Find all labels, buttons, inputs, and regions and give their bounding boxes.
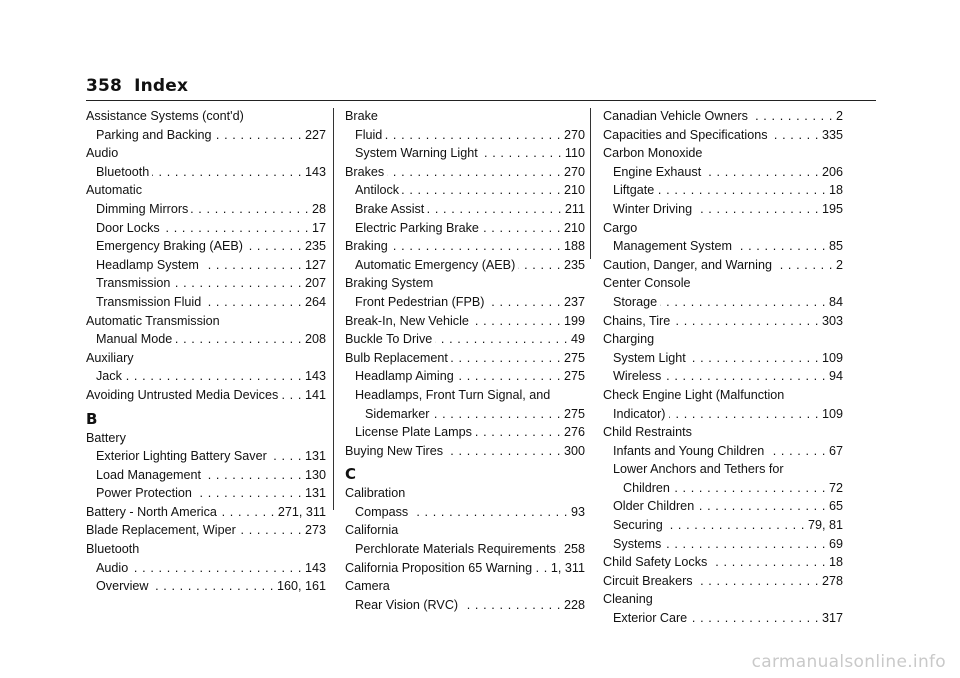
leader-dots — [669, 405, 819, 424]
entry-page[interactable]: 160, 161 — [276, 579, 326, 594]
index-subentry — [603, 497, 843, 516]
leader-dots — [281, 386, 302, 405]
entry-text: License Plate Lamps — [355, 425, 472, 440]
index-subentry — [603, 479, 843, 498]
entry-text: Headlamps, Front Turn Signal, and — [355, 387, 551, 402]
page-title: Index — [134, 76, 189, 96]
index-subentry — [86, 126, 326, 145]
entry-page[interactable]: 317 — [821, 611, 843, 626]
entry-text: Perchlorate Materials Requirements — [355, 542, 556, 557]
leader-dots — [690, 609, 819, 628]
entry-page[interactable]: 258 — [563, 542, 585, 557]
leader-dots — [175, 330, 302, 349]
index-entry — [603, 107, 843, 126]
index-subentry — [345, 144, 585, 163]
index-subentry — [345, 256, 585, 275]
entry-text: Bluetooth — [96, 164, 150, 179]
entry-page[interactable]: 127 — [304, 257, 326, 272]
entry-page[interactable]: 17 — [311, 220, 326, 235]
index-column-1 — [86, 107, 326, 596]
leader-dots — [202, 256, 302, 275]
entry-text: System Light — [613, 350, 686, 365]
index-subentry — [345, 367, 585, 386]
entry-text: Automatic — [86, 183, 142, 198]
entry-text: Transmission Fluid — [96, 294, 202, 309]
leader-dots — [191, 200, 309, 219]
entry-text: Dimming Mirrors — [96, 201, 189, 216]
entry-text: Caution, Danger, and Warning — [603, 257, 772, 272]
index-subentry — [603, 405, 843, 424]
leader-dots — [131, 559, 302, 578]
leader-dots — [673, 479, 826, 498]
entry-text: Braking — [345, 239, 388, 254]
entry-text: Blade Replacement, Wiper — [86, 523, 236, 538]
index-subentry — [345, 596, 585, 615]
index-entry — [603, 256, 843, 275]
entry-page[interactable]: 141 — [304, 387, 326, 402]
index-subentry — [345, 200, 585, 219]
leader-dots — [481, 144, 562, 163]
entry-text: Fluid — [355, 127, 383, 142]
entry-text: Liftgate — [613, 183, 655, 198]
leader-dots — [751, 107, 833, 126]
entry-text: Chains, Tire — [603, 313, 671, 328]
index-entry — [345, 349, 585, 368]
entry-text: Securing — [613, 518, 663, 533]
entry-page[interactable]: 84 — [828, 294, 843, 309]
index-subentry — [603, 163, 843, 182]
entry-page[interactable]: 65 — [828, 499, 843, 514]
entry-page[interactable]: 300 — [563, 443, 585, 458]
index-subentry — [603, 367, 843, 386]
entry-text: Audio — [96, 560, 129, 575]
index-subentry — [86, 200, 326, 219]
index-subentry — [345, 293, 585, 312]
index-entry — [603, 312, 843, 331]
index-entry — [86, 144, 326, 163]
leader-dots — [220, 503, 275, 522]
index-subentry — [345, 126, 585, 145]
index-subentry — [345, 219, 585, 238]
entry-text: Exterior Lighting Battery Saver — [96, 449, 267, 464]
index-entry — [345, 484, 585, 503]
leader-dots — [475, 423, 561, 442]
leader-dots — [427, 200, 562, 219]
leader-dots — [461, 596, 561, 615]
leader-dots — [518, 256, 561, 275]
entry-text: Systems — [613, 536, 662, 551]
index-subentry — [603, 293, 843, 312]
index-entry — [345, 521, 585, 540]
entry-text: Jack — [96, 369, 122, 384]
index-subentry — [345, 405, 585, 424]
leader-dots — [666, 516, 805, 535]
entry-text: California Proposition 65 Warning — [345, 560, 533, 575]
column-divider-2 — [590, 108, 591, 259]
leader-dots — [163, 219, 309, 238]
index-entry — [345, 274, 585, 293]
entry-page[interactable]: 275 — [563, 406, 585, 421]
index-entry — [345, 442, 585, 461]
entry-text: Check Engine Light (Malfunction — [603, 387, 785, 402]
entry-text: Exterior Care — [613, 611, 688, 626]
leader-dots — [457, 367, 561, 386]
index-subentry — [603, 460, 843, 479]
index-subentry — [603, 609, 843, 628]
entry-page[interactable]: 270 — [563, 127, 585, 142]
index-entry — [86, 386, 326, 405]
leader-dots — [664, 367, 826, 386]
index-entry — [86, 429, 326, 448]
entry-page[interactable]: 275 — [563, 369, 585, 384]
leader-dots — [239, 521, 302, 540]
leader-dots — [697, 497, 826, 516]
leader-dots — [173, 274, 302, 293]
entry-page[interactable]: 275 — [563, 350, 585, 365]
entry-page[interactable]: 206 — [821, 164, 843, 179]
index-subentry — [86, 237, 326, 256]
entry-page[interactable]: 72 — [828, 480, 843, 495]
page-number: 358 — [86, 76, 123, 96]
entry-text: Load Management — [96, 467, 202, 482]
entry-text: Management System — [613, 239, 732, 254]
entry-page[interactable]: 237 — [563, 294, 585, 309]
entry-text: Child Safety Locks — [603, 555, 708, 570]
leader-dots — [270, 447, 302, 466]
entry-text: Brake Assist — [355, 201, 425, 216]
index-subentry — [345, 423, 585, 442]
index-subentry — [603, 237, 843, 256]
entry-text: Buckle To Drive — [345, 332, 433, 347]
entry-page[interactable]: 69 — [828, 536, 843, 551]
leader-dots — [695, 200, 819, 219]
leader-dots — [482, 219, 561, 238]
index-subentry — [86, 219, 326, 238]
entry-text: Headlamp System — [96, 257, 199, 272]
entry-page[interactable]: 28 — [311, 201, 326, 216]
entry-page[interactable]: 195 — [821, 201, 843, 216]
leader-dots — [535, 559, 548, 578]
entry-page[interactable]: 303 — [821, 313, 843, 328]
entry-page[interactable]: 143 — [304, 164, 326, 179]
index-entry — [86, 312, 326, 331]
entry-text: Assistance Systems (cont'd) — [86, 109, 244, 123]
entry-text: Front Pedestrian (FPB) — [355, 294, 485, 309]
entry-text: Automatic Emergency (AEB) — [355, 257, 516, 272]
entry-page[interactable]: 188 — [563, 239, 585, 254]
entry-page[interactable]: 199 — [563, 313, 585, 328]
entry-text: Infants and Young Children — [613, 443, 765, 458]
leader-dots — [435, 330, 568, 349]
index-subentry — [345, 386, 585, 405]
entry-text: Brakes — [345, 164, 385, 179]
entry-page[interactable]: 109 — [821, 406, 843, 421]
index-subentry — [86, 367, 326, 386]
entry-page[interactable]: 18 — [828, 555, 843, 570]
leader-dots — [125, 367, 302, 386]
index-entry — [603, 144, 843, 163]
entry-text: Emergency Braking (AEB) — [96, 239, 243, 254]
index-entry — [345, 330, 585, 349]
entry-text: Power Protection — [96, 486, 192, 501]
entry-page[interactable]: 131 — [304, 486, 326, 501]
entry-text: Children — [623, 480, 670, 495]
entry-text: Overview — [96, 579, 149, 594]
entry-page[interactable]: 271, 311 — [277, 504, 326, 519]
entry-text: Antilock — [355, 183, 400, 198]
entry-page[interactable]: 110 — [564, 146, 585, 161]
entry-page[interactable]: 143 — [304, 560, 326, 575]
entry-text: Parking and Backing — [96, 127, 212, 142]
leader-dots — [432, 405, 561, 424]
entry-page[interactable]: 85 — [828, 239, 843, 254]
entry-text: Avoiding Untrusted Media Devices — [86, 387, 279, 402]
entry-text: Child Restraints — [603, 425, 692, 440]
entry-text: California — [345, 523, 399, 538]
entry-text: Battery - North America — [86, 504, 217, 519]
index-entry — [603, 219, 843, 238]
entry-page[interactable]: 109 — [821, 350, 843, 365]
leader-dots — [735, 237, 826, 256]
entry-text: Braking System — [345, 276, 434, 291]
leader-dots — [767, 442, 826, 461]
entry-page[interactable]: 235 — [304, 239, 326, 254]
entry-text: Sidemarker — [365, 406, 430, 421]
entry-text: Break-In, New Vehicle — [345, 313, 469, 328]
entry-page[interactable]: 335 — [821, 127, 843, 142]
index-entry — [345, 107, 585, 126]
leader-dots — [704, 163, 819, 182]
index-subentry — [86, 577, 326, 596]
index-entry — [345, 237, 585, 256]
index-subentry — [603, 181, 843, 200]
leader-dots — [152, 163, 302, 182]
entry-page[interactable]: 1, 311 — [550, 560, 585, 575]
leader-dots — [446, 442, 561, 461]
entry-text: Cargo — [603, 220, 638, 235]
index-subentry — [603, 516, 843, 535]
leader-dots — [775, 256, 833, 275]
entry-text: Buying New Tires — [345, 443, 443, 458]
entry-text: Audio — [86, 146, 119, 161]
leader-dots — [660, 293, 826, 312]
index-subentry — [603, 200, 843, 219]
index-entry — [345, 312, 585, 331]
leader-dots — [151, 577, 273, 596]
entry-page[interactable]: 67 — [828, 443, 843, 458]
entry-page[interactable]: 208 — [304, 332, 326, 347]
entry-page[interactable]: 276 — [563, 425, 585, 440]
entry-text: Compass — [355, 504, 409, 519]
index-entry — [86, 349, 326, 368]
leader-dots — [411, 503, 568, 522]
index-entry — [86, 521, 326, 540]
index-entry — [86, 107, 326, 126]
leader-dots — [402, 181, 561, 200]
entry-text: Auxiliary — [86, 350, 134, 365]
index-subentry — [86, 163, 326, 182]
entry-page[interactable]: 130 — [304, 467, 326, 482]
section-letter: B — [86, 409, 98, 428]
section-letter: C — [345, 465, 357, 484]
index-subentry — [345, 503, 585, 522]
index-subentry — [86, 466, 326, 485]
entry-page[interactable]: 235 — [563, 257, 585, 272]
entry-page[interactable]: 143 — [304, 369, 326, 384]
index-entry — [345, 163, 585, 182]
leader-dots — [391, 237, 561, 256]
index-subentry — [345, 540, 585, 559]
index-entry — [603, 274, 843, 293]
index-entry — [603, 590, 843, 609]
entry-text: System Warning Light — [355, 146, 478, 161]
index-column-2 — [345, 107, 585, 614]
entry-page[interactable]: 131 — [304, 449, 326, 464]
entry-text: Center Console — [603, 276, 691, 291]
entry-text: Lower Anchors and Tethers for — [613, 462, 784, 477]
index-entry — [603, 572, 843, 591]
leader-dots — [664, 535, 826, 554]
entry-text: Circuit Breakers — [603, 573, 693, 588]
entry-page[interactable]: 278 — [821, 573, 843, 588]
entry-page[interactable]: 207 — [304, 276, 326, 291]
entry-page[interactable]: 93 — [570, 504, 585, 519]
index-subentry — [86, 274, 326, 293]
entry-page[interactable]: 270 — [563, 164, 585, 179]
entry-page[interactable]: 49 — [570, 332, 585, 347]
entry-page[interactable]: 2 — [835, 109, 843, 123]
index-subentry — [86, 484, 326, 503]
page-header — [86, 76, 188, 96]
header-rule — [86, 100, 876, 101]
entry-page[interactable]: 210 — [563, 220, 585, 235]
index-subentry — [603, 349, 843, 368]
entry-text: Indicator) — [613, 406, 666, 421]
entry-text: Capacities and Specifications — [603, 127, 768, 142]
entry-text: Headlamp Aiming — [355, 369, 454, 384]
entry-text: Winter Driving — [613, 201, 693, 216]
index-subentry — [86, 256, 326, 275]
index-subentry — [86, 293, 326, 312]
leader-dots — [657, 181, 826, 200]
index-subentry — [86, 559, 326, 578]
entry-page[interactable]: 273 — [304, 523, 326, 538]
entry-text: Engine Exhaust — [613, 164, 702, 179]
leader-dots — [204, 293, 302, 312]
leader-dots — [673, 312, 819, 331]
entry-text: Older Children — [613, 499, 695, 514]
leader-dots — [710, 553, 826, 572]
entry-text: Transmission — [96, 276, 171, 291]
entry-text: Automatic Transmission — [86, 313, 220, 328]
leader-dots — [771, 126, 819, 145]
entry-text: Canadian Vehicle Owners — [603, 109, 748, 123]
index-subentry — [603, 442, 843, 461]
index-subentry — [86, 447, 326, 466]
entry-page[interactable]: 227 — [304, 127, 326, 142]
index-column-3 — [603, 107, 843, 628]
entry-page[interactable]: 79, 81 — [807, 518, 843, 533]
leader-dots — [195, 484, 302, 503]
index-subentry — [345, 181, 585, 200]
entry-page[interactable]: 2 — [835, 257, 843, 272]
entry-text: Rear Vision (RVC) — [355, 597, 459, 612]
watermark: carmanualsonline.info — [751, 652, 946, 672]
entry-text: Camera — [345, 579, 390, 594]
index-entry — [345, 559, 585, 578]
index-entry — [603, 553, 843, 572]
entry-text: Battery — [86, 430, 126, 445]
leader-dots — [559, 540, 561, 559]
index-entry — [603, 423, 843, 442]
entry-page[interactable]: 18 — [828, 183, 843, 198]
entry-text: Calibration — [345, 486, 406, 501]
index-entry — [603, 386, 843, 405]
entry-text: Manual Mode — [96, 332, 173, 347]
index-entry — [603, 126, 843, 145]
leader-dots — [385, 126, 561, 145]
entry-text: Storage — [613, 294, 658, 309]
entry-page[interactable]: 264 — [304, 294, 326, 309]
column-divider-1 — [333, 108, 334, 510]
entry-page[interactable]: 94 — [828, 369, 843, 384]
entry-page[interactable]: 210 — [563, 183, 585, 198]
entry-text: Bluetooth — [86, 542, 140, 557]
index-entry — [86, 181, 326, 200]
leader-dots — [696, 572, 819, 591]
index-subentry — [603, 535, 843, 554]
entry-text: Electric Parking Brake — [355, 220, 479, 235]
entry-text: Brake — [345, 109, 378, 123]
entry-text: Cleaning — [603, 592, 653, 607]
index-entry — [86, 540, 326, 559]
entry-page[interactable]: 228 — [563, 597, 585, 612]
index-entry — [345, 577, 585, 596]
entry-text: Door Locks — [96, 220, 160, 235]
entry-text: Charging — [603, 332, 655, 347]
entry-text: Wireless — [613, 369, 662, 384]
index-entry — [86, 503, 326, 522]
leader-dots — [204, 466, 302, 485]
leader-dots — [451, 349, 561, 368]
index-subentry — [86, 330, 326, 349]
leader-dots — [689, 349, 819, 368]
leader-dots — [487, 293, 561, 312]
leader-dots — [215, 126, 302, 145]
leader-dots — [472, 312, 561, 331]
entry-page[interactable]: 211 — [564, 201, 585, 216]
leader-dots — [387, 163, 561, 182]
leader-dots — [246, 237, 302, 256]
entry-text: Bulb Replacement — [345, 350, 448, 365]
index-entry — [603, 330, 843, 349]
entry-text: Carbon Monoxide — [603, 146, 703, 161]
